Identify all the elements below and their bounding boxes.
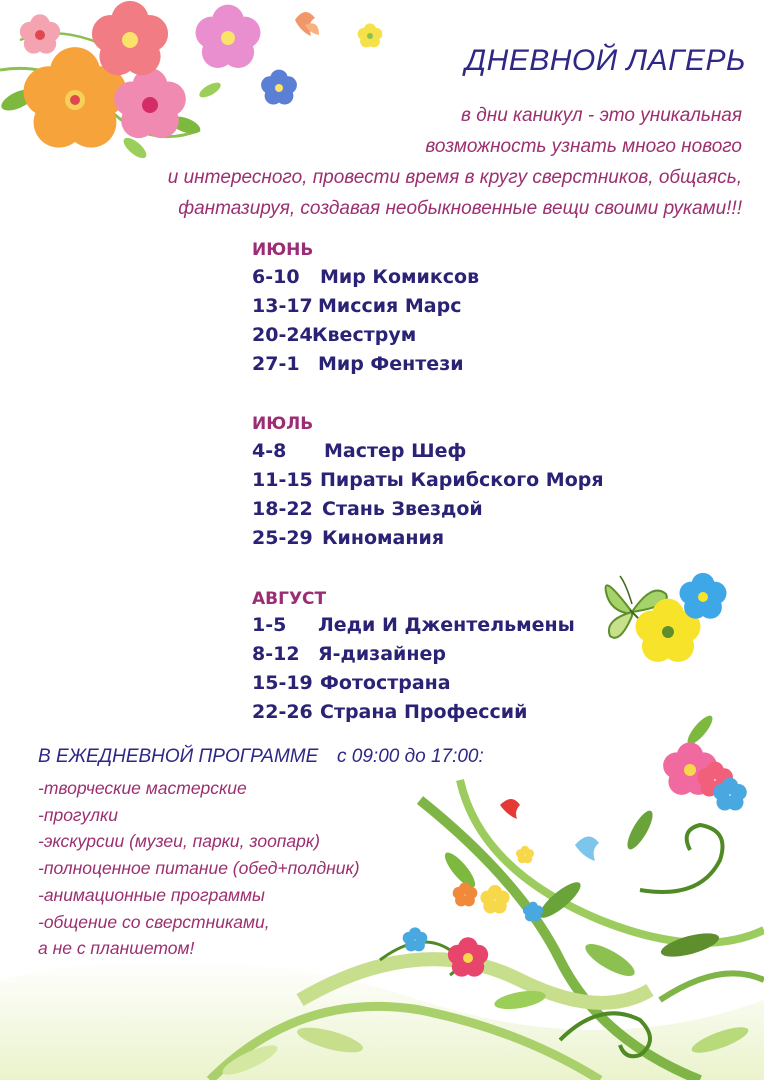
schedule-theme: Мир Комиксов	[320, 266, 480, 288]
schedule-dates: 11-15	[252, 469, 313, 491]
schedule-theme: Киномания	[322, 527, 445, 549]
schedule-dates: 15-19	[252, 672, 313, 694]
program-item: а не с планшетом!	[38, 938, 195, 959]
schedule-dates: 27-1	[252, 353, 300, 375]
schedule-theme: Квеструм	[312, 324, 417, 346]
schedule-theme: Миссия Марс	[318, 295, 462, 317]
schedule-dates: 20-24	[252, 324, 313, 346]
schedule-theme: Стань Звездой	[322, 498, 483, 520]
schedule-dates: 1-5	[252, 614, 287, 636]
schedule-dates: 8-12	[252, 643, 300, 665]
program-item: -экскурсии (музеи, парки, зоопарк)	[38, 831, 320, 852]
schedule-theme: Пираты Карибского Моря	[320, 469, 604, 491]
schedule-theme: Страна Профессий	[320, 701, 528, 723]
schedule-theme: Леди И Джентельмены	[318, 614, 575, 636]
schedule-theme: Фотострана	[320, 672, 451, 694]
intro-line: фантазируя, создавая необыкновенные вещи своими руками!!!	[178, 198, 742, 219]
intro-line: в дни каникул - это уникальная	[461, 105, 742, 126]
schedule-theme: Я-дизайнер	[318, 643, 446, 665]
schedule-dates: 13-17	[252, 295, 313, 317]
schedule-dates: 4-8	[252, 440, 287, 462]
intro-line: и интересного, провести время в кругу сверстников, общаясь,	[167, 167, 742, 188]
intro-line: возможность узнать много нового	[425, 136, 742, 157]
program-list	[38, 775, 360, 962]
month-june-heading: ИЮНЬ	[252, 240, 314, 260]
program-heading: В ЕЖЕДНЕВНОЙ ПРОГРАММЕ	[38, 746, 319, 767]
schedule-dates: 18-22	[252, 498, 313, 520]
schedule-theme: Мир Фентези	[318, 353, 464, 375]
schedule-dates: 22-26	[252, 701, 313, 723]
schedule-dates: 25-29	[252, 527, 313, 549]
program-item: -общение со сверстниками,	[38, 911, 270, 932]
page-title: ДНЕВНОЙ ЛАГЕРЬ	[464, 44, 746, 77]
program-hours: с 09:00 до 17:00:	[337, 746, 484, 767]
program-item: -прогулки	[38, 804, 118, 825]
schedule-dates: 6-10	[252, 266, 300, 288]
program-item: -творческие мастерские	[38, 778, 247, 798]
intro-text	[102, 100, 742, 224]
schedule-theme: Мастер Шеф	[324, 440, 467, 462]
month-july-heading: ИЮЛЬ	[252, 414, 314, 434]
program-item: -полноценное питание (обед+полдник)	[38, 858, 360, 879]
month-august-heading: АВГУСТ	[252, 589, 327, 609]
program-item: -анимационные программы	[38, 884, 265, 905]
